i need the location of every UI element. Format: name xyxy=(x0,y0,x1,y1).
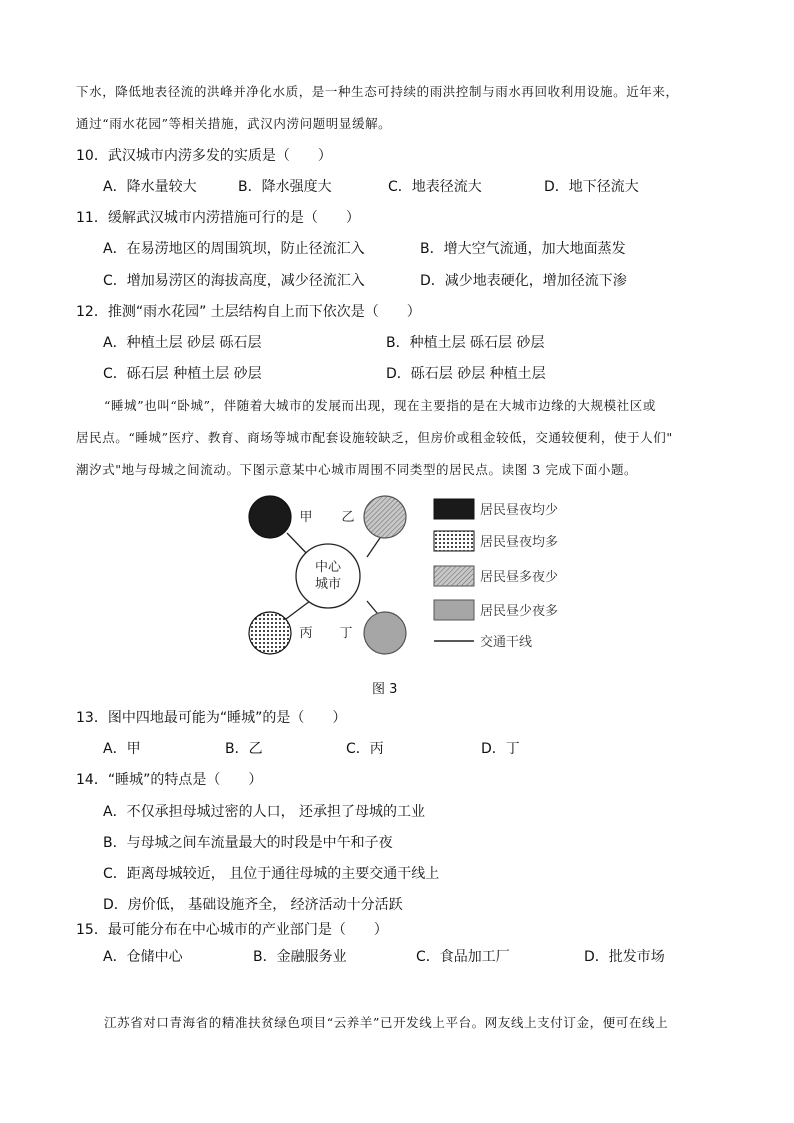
question-12-option-b[interactable]: B．种植土层 砾石层 砂层 xyxy=(386,335,545,351)
intro-line-2: 通过“雨水花园”等相关措施，武汉内涝问题明显缓解。 xyxy=(76,116,392,131)
legend-swatch-grey xyxy=(434,600,474,620)
settlement-yi-label: 乙 xyxy=(341,510,355,525)
question-11-option-c[interactable]: C．增加易涝区的海拔高度，减少径流汇入 xyxy=(103,273,365,289)
question-15-stem: 15．最可能分布在中心城市的产业部门是（ ） xyxy=(76,922,388,938)
question-12-option-d[interactable]: D．砾石层 砂层 种植土层 xyxy=(386,366,546,382)
question-15-option-d[interactable]: D．批发市场 xyxy=(584,949,665,965)
question-12-option-c[interactable]: C．砾石层 种植土层 砂层 xyxy=(103,366,262,382)
settlement-ding-marker xyxy=(364,612,406,654)
question-13-option-c[interactable]: C．丙 xyxy=(346,741,384,757)
question-12-stem: 12．推测“雨水花园” 土层结构自上而下依次是（ ） xyxy=(76,304,421,320)
legend-label-day-night-few: 居民昼夜均少 xyxy=(480,503,559,518)
question-13-option-a[interactable]: A．甲 xyxy=(103,741,141,757)
question-10-option-d[interactable]: D．地下径流大 xyxy=(544,179,639,195)
legend-swatch-dark xyxy=(434,499,474,519)
question-15-option-c[interactable]: C．食品加工厂 xyxy=(416,949,510,965)
center-city-label-1: 中心 xyxy=(314,560,342,575)
question-14-option-c[interactable]: C．距离母城较近， 且位于通往母城的主要交通干线上 xyxy=(103,866,440,882)
question-13-stem: 13．图中四地最可能为“睡城”的是（ ） xyxy=(76,710,347,726)
legend-label-day-few-night-many: 居民昼少夜多 xyxy=(480,604,559,619)
settlement-bing-marker xyxy=(249,612,291,654)
question-15-option-a[interactable]: A．仓储中心 xyxy=(103,949,183,965)
legend-swatch-dotted xyxy=(434,531,474,551)
settlement-bing-label: 丙 xyxy=(299,626,313,641)
question-14-option-a[interactable]: A．不仅承担母城过密的人口， 还承担了母城的工业 xyxy=(103,804,426,820)
material-2-line-3: 潮汐式"地与母城之间流动。下图示意某中心城市周围不同类型的居民点。读图 3 完成下面小题。 xyxy=(76,462,638,477)
question-12-option-a[interactable]: A．种植土层 砂层 砾石层 xyxy=(103,335,262,351)
question-13-option-d[interactable]: D．丁 xyxy=(481,741,520,757)
center-city-label-2: 城市 xyxy=(314,577,342,592)
question-13-option-b[interactable]: B．乙 xyxy=(225,741,263,757)
center-city-circle xyxy=(296,544,360,608)
intro-line-1: 下水，降低地表径流的洪峰并净化水质，是一种生态可持续的雨洪控制与雨水再回收利用设施。近年来， xyxy=(76,84,679,99)
settlement-ding-label: 丁 xyxy=(339,626,353,641)
settlement-yi-marker xyxy=(364,496,406,538)
question-14-stem: 14．“睡城”的特点是（ ） xyxy=(76,772,263,788)
transport-line-bing xyxy=(286,601,310,619)
figure-3-diagram xyxy=(230,485,570,670)
question-11-stem: 11．缓解武汉城市内涝措施可行的是（ ） xyxy=(76,210,360,226)
legend-label-day-night-many: 居民昼夜均多 xyxy=(480,535,559,550)
settlement-jia-marker xyxy=(249,496,291,538)
question-10-stem: 10．武汉城市内涝多发的实质是（ ） xyxy=(76,148,332,164)
question-11-option-d[interactable]: D．减少地表硬化，增加径流下渗 xyxy=(420,273,627,289)
question-10-option-a[interactable]: A．降水量较大 xyxy=(103,179,197,195)
question-10-option-b[interactable]: B．降水强度大 xyxy=(238,179,332,195)
transport-line-yi xyxy=(367,535,382,557)
question-14-option-b[interactable]: B．与母城之间车流量最大的时段是中午和子夜 xyxy=(103,835,393,851)
legend-label-transport-line: 交通干线 xyxy=(480,635,533,650)
legend-swatch-hatched xyxy=(434,566,474,586)
figure-3-caption: 图 3 xyxy=(372,682,398,697)
material-3-line-1: 江苏省对口青海省的精准扶贫绿色项目“云养羊”已开发线上平台。网友线上支付订金，便可在线上 xyxy=(104,1015,669,1030)
settlement-jia-label: 甲 xyxy=(299,510,313,525)
question-14-option-d[interactable]: D．房价低， 基础设施齐全， 经济活动十分活跃 xyxy=(103,897,403,913)
question-11-option-b[interactable]: B．增大空气流通，加大地面蒸发 xyxy=(420,241,626,257)
legend-label-day-many-night-few: 居民昼多夜少 xyxy=(480,570,559,585)
question-15-option-b[interactable]: B．金融服务业 xyxy=(253,949,347,965)
question-10-option-c[interactable]: C．地表径流大 xyxy=(388,179,482,195)
material-2-line-2: 居民点。“睡城”医疗、教育、商场等城市配套设施较缺乏，但房价或租金较低，交通较便利，使于人们" xyxy=(76,430,673,445)
material-2-line-1: “睡城”也叫“卧城”，伴随着大城市的发展而出现，现在主要指的是在大城市边缘的大规模社区或 xyxy=(104,398,656,413)
question-11-option-a[interactable]: A．在易涝地区的周围筑坝，防止径流汇入 xyxy=(103,241,365,257)
